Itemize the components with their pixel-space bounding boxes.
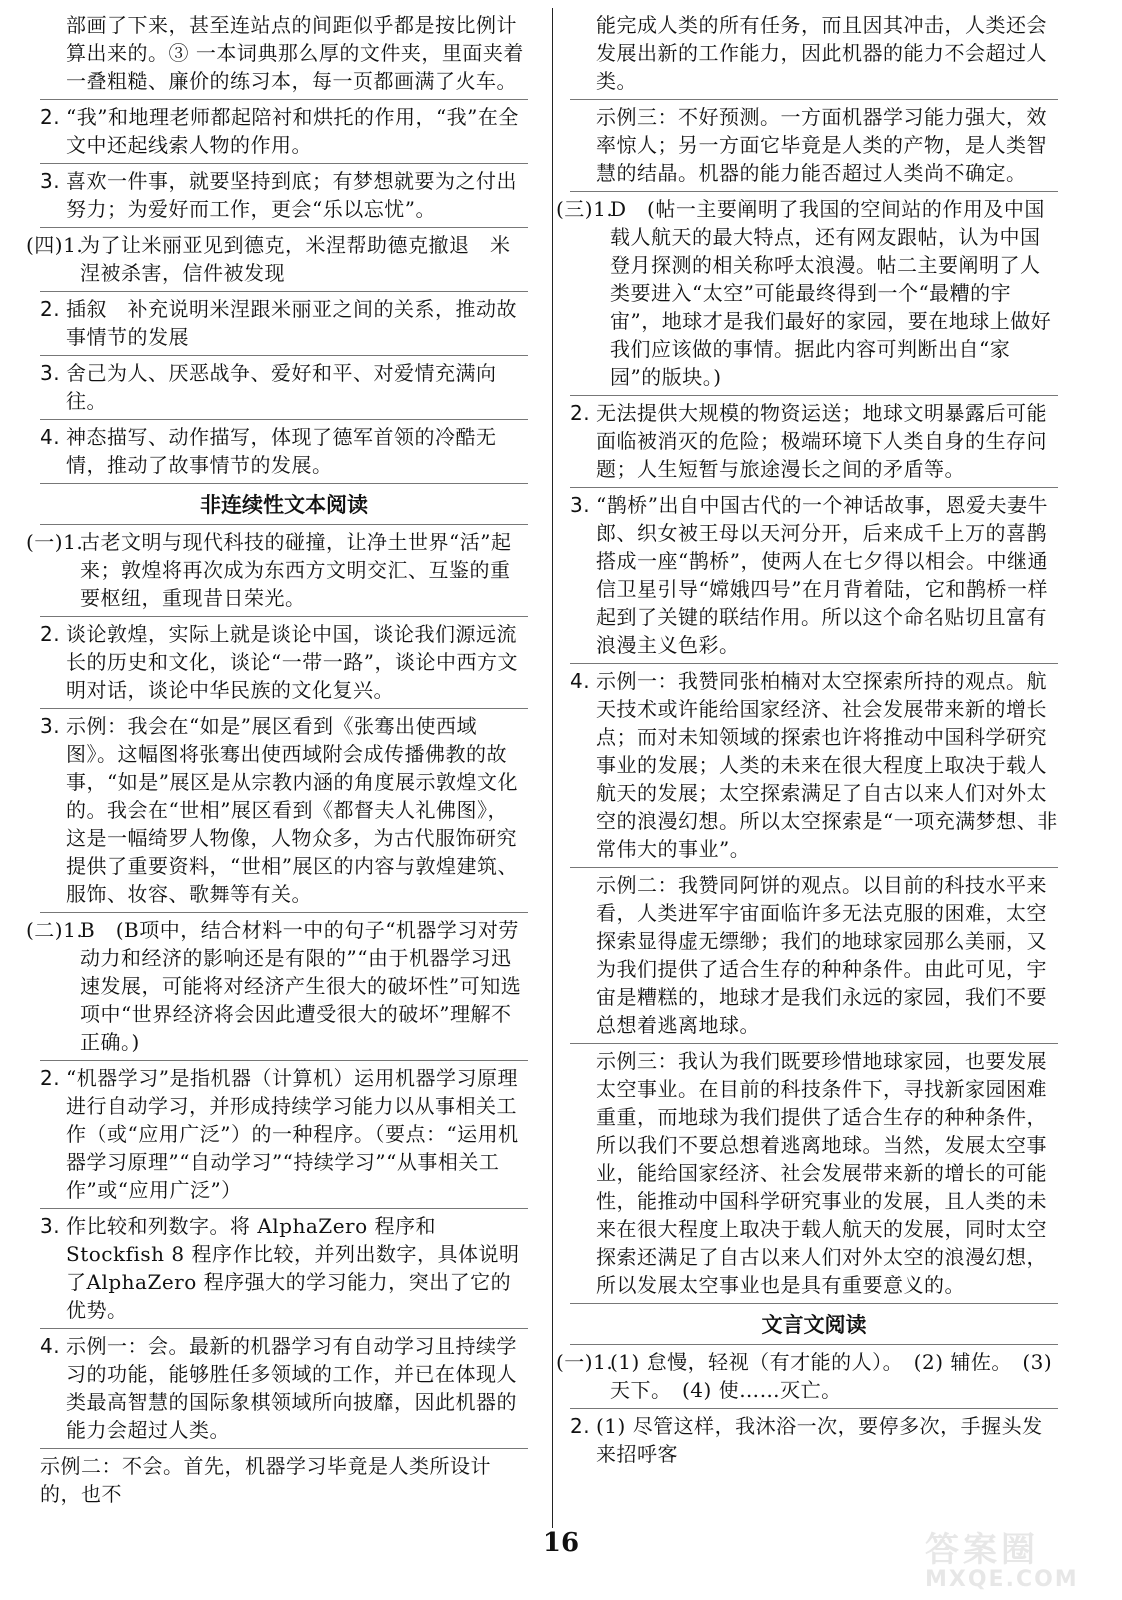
right-example-3 — [570, 100, 1058, 192]
right-section-3-item-4 — [570, 664, 1058, 868]
right-section-3-item-2 — [570, 396, 1058, 488]
right-column — [556, 8, 1058, 1472]
answer-text: 示例三：不好预测。一方面机器学习能力强大，效率惊人；另一方面它毕竟是人类的产物，是人类智慧的结晶。机器的能力能否超过人类尚不确定。 — [596, 105, 1047, 185]
right-section-3-item-1 — [556, 192, 1058, 396]
left-section-4-item-2 — [40, 292, 528, 356]
question-number: 2. — [40, 1066, 61, 1090]
answer-text: 示例一：我赞同张柏楠对太空探索所持的观点。航天技术或许能给国家经济、社会发展带来新的增长点；而对未知领域的探索也许将推动中国科学研究事业的发展；人类的未来在很大程度上取决于载人航天的发展；太空探索满足了自古以来人们对外太空的浪漫幻想。所以太空探索是“一项充满梦想、非常伟大的事业”。 — [596, 669, 1058, 861]
answer-page — [26, 8, 1090, 1528]
section-label: (三)1. — [556, 197, 614, 221]
left-noncont-1-item-3 — [40, 709, 528, 913]
left-noncont-2-item-4 — [40, 1329, 528, 1449]
right-section-3-item-3 — [570, 488, 1058, 664]
right-section-3-item-4-example-2 — [570, 868, 1058, 1044]
section-label: (二)1. — [26, 918, 84, 942]
answer-text: 示例二：我赞同阿饼的观点。以目前的科技水平来看，人类进军宇宙面临许多无法克服的困难，太空探索显得虚无缥缈；我们的地球家园那么美丽，又为我们提供了适合生存的种种条件。由此可见，宇宙是糟糕的，地球才是我们永远的家园，我们不要总想着逃离地球。 — [596, 873, 1047, 1037]
answer-text: 古老文明与现代科技的碰撞，让净土世界“活”起来；敦煌将再次成为东西方文明交汇、互鉴的重要枢纽，重现昔日荣光。 — [80, 530, 512, 610]
left-section-4-item-3 — [40, 356, 528, 420]
answer-text: “机器学习”是指机器（计算机）运用机器学习原理进行自动学习，并形成持续学习能力以从事相关工作（或“应用广泛”）的一种程序。（要点：“运用机器学习原理”“自动学习”“持续学习”“从事相关工作”或“应用广泛”） — [66, 1066, 519, 1202]
answer-text: “鹊桥”出自中国古代的一个神话故事，恩爱夫妻牛郎、织女被王母以天河分开，后来成千上万的喜鹊搭成一座“鹊桥”，使两人在七夕得以相会。中继通信卫星引导“嫦娥四号”在月背着陆，它和鹊桥一样起到了关键的联结作用。所以这个命名贴切且富有浪漫主义色彩。 — [596, 493, 1048, 657]
answer-text: “我”和地理老师都起陪衬和烘托的作用，“我”在全文中还起线索人物的作用。 — [66, 105, 519, 157]
question-number: 4. — [40, 425, 61, 449]
answer-text: 神态描写、动作描写，体现了德军首领的冷酷无情，推动了故事情节的发展。 — [66, 425, 497, 477]
page-number: 16 — [542, 1528, 580, 1558]
left-noncont-1-item-1 — [26, 525, 528, 617]
answer-text: 谈论敦煌，实际上就是谈论中国，谈论我们源远流长的历史和文化，谈论“一带一路”，谈论中西方文明对话，谈论中华民族的文化复兴。 — [66, 622, 518, 702]
question-number: 3. — [40, 169, 61, 193]
left-column — [26, 8, 528, 1512]
answer-text: (1) 怠慢，轻视（有才能的人）。 (2) 辅佐。 (3) 天下。 (4) 使……灭亡。 — [610, 1350, 1053, 1402]
left-continuation-novel — [40, 8, 528, 100]
answer-text: 示例：我会在“如是”展区看到《张骞出使西域图》。这幅图将张骞出使西域附会成传播佛教的故事，“如是”展区是从宗教内涵的角度展示敦煌文化的。我会在“世相”展区看到《都督夫人礼佛图》，这是一幅绮罗人物像，人物众多，为古代服饰研究提供了重要资料，“世相”展区的内容与敦煌建筑、服饰、妆容、歌舞等有关。 — [66, 714, 518, 906]
left-section-4-item-1 — [26, 228, 528, 292]
heading-noncontinuous-reading: 非连续性文本阅读 — [40, 484, 528, 525]
left-section-4-item-4 — [40, 420, 528, 484]
answer-text: 示例一：会。最新的机器学习有自动学习且持续学习的功能，能够胜任多领域的工作，并已在体现人类最高智慧的国际象棋领域所向披靡，因此机器的能力会超过人类。 — [66, 1334, 517, 1442]
right-classical-1-item-1 — [556, 1345, 1058, 1409]
question-number: 2. — [40, 622, 61, 646]
section-label: (一)1. — [26, 530, 84, 554]
watermark-domain: MXQE.COM — [925, 1567, 1079, 1592]
answer-text: 插叙 补充说明米涅跟米丽亚之间的关系，推动故事情节的发展 — [66, 297, 517, 349]
left-item-novel-2 — [40, 100, 528, 164]
left-item-novel-3 — [40, 164, 528, 228]
heading-classical-chinese-reading: 文言文阅读 — [570, 1304, 1058, 1345]
answer-text: B (B项中，结合材料一中的句子“机器学习对劳动力和经济的影响还是有限的”“由于机器学习迅速发展，可能将对经济产生很大的破坏性”可知选项中“世界经济将会因此遭受很大的破坏”理解不正确。) — [80, 918, 522, 1054]
question-number: 3. — [570, 493, 591, 517]
question-number: 3. — [40, 714, 61, 738]
section-label: (一)1. — [556, 1350, 614, 1374]
answer-text: 示例二：不会。首先，机器学习毕竟是人类所设计的，也不 — [40, 1454, 491, 1506]
answer-text: 能完成人类的所有任务，而且因其冲击，人类还会发展出新的工作能力，因此机器的能力不会超过人类。 — [596, 13, 1047, 93]
left-noncont-2-item-1 — [26, 913, 528, 1061]
answer-text: 作比较和列数字。将 AlphaZero 程序和 Stockfish 8 程序作比较，并列出数字，具体说明了AlphaZero 程序强大的学习能力，突出了它的优势。 — [66, 1214, 520, 1322]
right-classical-1-item-2 — [570, 1409, 1058, 1472]
left-noncont-2-item-3 — [40, 1209, 528, 1329]
section-label: (四)1. — [26, 233, 84, 257]
question-number: 4. — [40, 1334, 61, 1358]
answer-text: 为了让米丽亚见到德克，米涅帮助德克撤退 米涅被杀害，信件被发现 — [80, 233, 511, 285]
question-number: 2. — [570, 401, 591, 425]
watermark-title: 答案圈 — [925, 1530, 1039, 1570]
right-continuation — [570, 8, 1058, 100]
question-number: 2. — [40, 297, 61, 321]
left-noncont-2-item-4-example-2 — [40, 1449, 528, 1512]
question-number: 2. — [40, 105, 61, 129]
right-section-3-item-4-example-3 — [570, 1044, 1058, 1304]
question-number: 4. — [570, 669, 591, 693]
left-noncont-1-item-2 — [40, 617, 528, 709]
question-number: 3. — [40, 361, 61, 385]
left-noncont-2-item-2 — [40, 1061, 528, 1209]
question-number: 2. — [570, 1414, 591, 1438]
answer-text: 喜欢一件事，就要坚持到底；有梦想就要为之付出努力；为爱好而工作，更会“乐以忘忧”。 — [66, 169, 517, 221]
answer-text: 示例三：我认为我们既要珍惜地球家园，也要发展太空事业。在目前的科技条件下，寻找新家园困难重重，而地球为我们提供了适合生存的种种条件，所以我们不要总想着逃离地球。当然，发展太空事业，能给国家经济、社会发展带来新的增长的可能性，能推动中国科学研究事业的发展，且人类的未来在很大程度上取决于载人航天的发展，同时太空探索还满足了自古以来人们对外太空的浪漫幻想，所以发展太空事业也是具有重要意义的。 — [596, 1049, 1047, 1297]
answer-text: 部画了下来，甚至连站点的间距似乎都是按比例计算出来的。③ 一本词典那么厚的文件夹，里面夹着一叠粗糙、廉价的练习本，每一页都画满了火车。 — [66, 13, 524, 93]
answer-text: 舍己为人、厌恶战争、爱好和平、对爱情充满向往。 — [66, 361, 497, 413]
answer-text: (1) 尽管这样，我沐浴一次，要停多次，手握头发来招呼客 — [596, 1414, 1043, 1466]
question-number: 3. — [40, 1214, 61, 1238]
answer-text: 无法提供大规模的物资运送；地球文明暴露后可能面临被消灭的危险；极端环境下人类自身的生存问题；人生短暂与旅途漫长之间的矛盾等。 — [596, 401, 1047, 481]
answer-text: D (帖一主要阐明了我国的空间站的作用及中国载人航天的最大特点，还有网友跟帖，认为中国登月探测的相关称呼太浪漫。帖二主要阐明了人类要进入“太空”可能最终得到一个“最糟的宇宙”，地球才是我们最好的家园，要在地球上做好我们应该做的事情。据此内容可判断出自“家园”的版块。) — [610, 197, 1052, 389]
watermark-logo — [925, 1522, 1100, 1592]
column-divider — [552, 8, 553, 1528]
